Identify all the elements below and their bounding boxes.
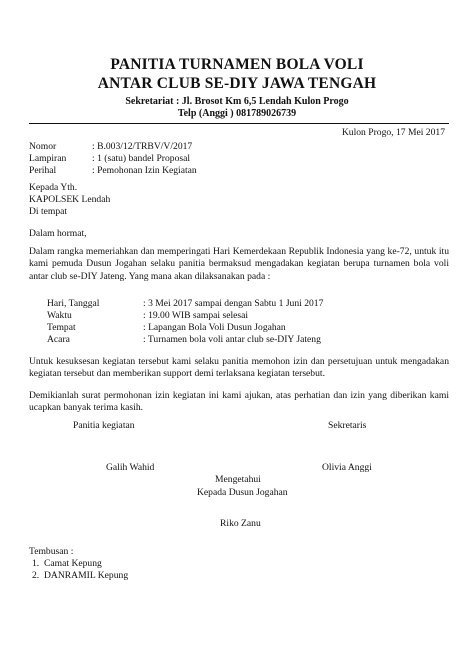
cc-list xyxy=(32,558,128,583)
paragraph-request: Untuk kesuksesan kegiatan tersebut kami selaku panitia memohon izin dan persetujuan untuk mengadakan kegiatan tersebut dan memberikan support demi terlaksana kegiatan tersebut. xyxy=(29,356,449,380)
letterhead-title-line2: ANTAR CLUB SE-DIY JAWA TENGAH xyxy=(97,75,377,92)
signature-left-name: Galih Wahid xyxy=(106,462,155,473)
list-item: 2. DANRAMIL Kepung xyxy=(32,570,129,582)
paragraph-intro: Dalam rangka memeriahkan dan memperingati Hari Kemerdekaan Republik Indonesia yang ke-72, untuk itu kami pemuda Dusun Jogahan selaku panitia bermaksud mengadakan kegiatan berupa turnamen bola voli antar club se-DIY Jateng. Yang mana akan dilaksanakan pada : xyxy=(29,246,449,282)
signature-right-name: Olivia Anggi xyxy=(322,462,372,473)
letterhead-address: Sekretariat : Jl. Brosot Km 6,5 Lendah Kulon Progo xyxy=(125,96,349,107)
greeting: Dalam hormat, xyxy=(29,228,87,239)
letterhead-divider xyxy=(29,123,449,124)
meta-value-perihal: : Pemohonan Izin Kegiatan xyxy=(92,165,197,176)
list-item: 1. Camat Kepung xyxy=(32,558,102,569)
detail-label-event: Acara xyxy=(47,334,70,345)
approval-role: Kepada Dusun Jogahan xyxy=(197,487,288,498)
detail-label-time: Waktu xyxy=(47,310,72,321)
recipient-line3: Di tempat xyxy=(29,206,68,217)
detail-value-event: : Turnamen bola voli antar club se-DIY Jateng xyxy=(143,334,321,345)
recipient-line2: KAPOLSEK Lendah xyxy=(29,194,111,205)
approval-label: Mengetahui xyxy=(215,474,261,485)
signature-left-role: Panitia kegiatan xyxy=(73,420,135,431)
meta-value-lampiran: : 1 (satu) bandel Proposal xyxy=(92,153,191,164)
paragraph-closing: Demikianlah surat permohonan izin kegiatan ini kami ajukan, atas perhatian dan izin yang diberikan kami ucapkan banyak terima kasih. xyxy=(29,390,449,414)
letterhead-title-line1: PANITIA TURNAMEN BOLA VOLI xyxy=(110,56,364,73)
detail-value-date: : 3 Mei 2017 sampai dengan Sabtu 1 Juni 2017 xyxy=(143,298,324,309)
approval-name: Riko Zanu xyxy=(220,518,261,529)
detail-label-place: Tempat xyxy=(47,322,76,333)
meta-label-perihal: Perihal xyxy=(29,165,57,176)
letter-date: Kulon Progo, 17 Mei 2017 xyxy=(341,127,445,138)
meta-label-lampiran: Lampiran xyxy=(29,153,67,164)
detail-label-date: Hari, Tanggal xyxy=(47,298,100,309)
detail-value-place: : Lapangan Bola Voli Dusun Jogahan xyxy=(143,322,286,333)
detail-value-time: : 19.00 WIB sampai selesai xyxy=(143,310,249,321)
meta-value-nomor: : B.003/12/TRBV/V/2017 xyxy=(92,141,193,152)
letterhead-phone: Telp (Anggi ) 081789026739 xyxy=(177,108,297,119)
signature-right-role: Sekretaris xyxy=(328,420,367,431)
recipient-line1: Kepada Yth. xyxy=(29,182,78,193)
meta-label-nomor: Nomor xyxy=(29,141,57,152)
cc-label: Tembusan : xyxy=(29,546,74,557)
